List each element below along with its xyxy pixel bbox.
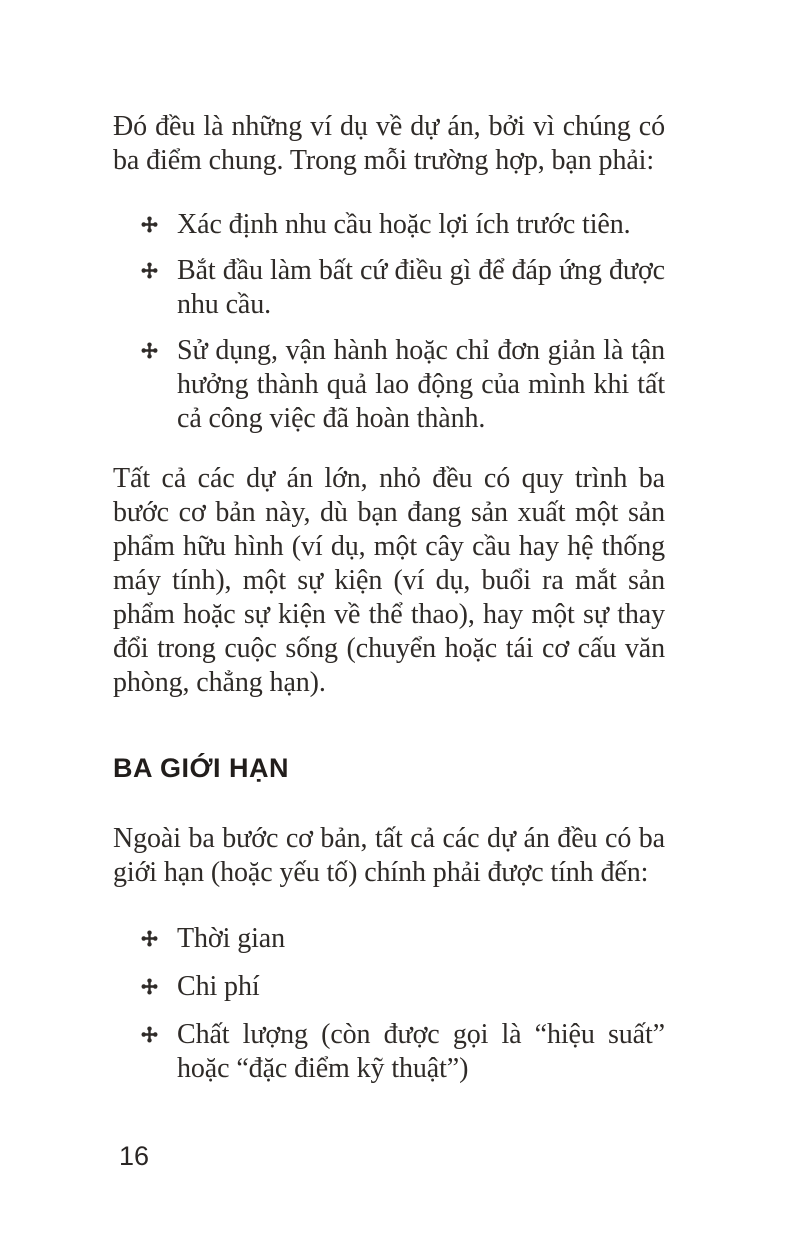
list-item bbox=[113, 208, 665, 242]
section-heading: BA GIỚI HẠN bbox=[113, 753, 290, 783]
intro-paragraph: Đó đều là những ví dụ về dự án, bởi vì chúng có ba điểm chung. Trong mỗi trường hợp, bạn phải: bbox=[113, 111, 665, 176]
cross-bullet-icon bbox=[141, 930, 158, 947]
list-item-text: Sử dụng, vận hành hoặc chỉ đơn giản là tận hưởng thành quả lao động của mình khi tất cả công việc đã hoàn thành. bbox=[177, 335, 665, 434]
cross-bullet-icon bbox=[141, 978, 158, 995]
cross-bullet-icon bbox=[141, 216, 158, 233]
list-item bbox=[113, 970, 665, 1004]
list-item-text: Chất lượng (còn được gọi là “hiệu suất” hoặc “đặc điểm kỹ thuật”) bbox=[177, 1019, 665, 1084]
cross-bullet-icon bbox=[141, 1026, 158, 1043]
process-paragraph: Tất cả các dự án lớn, nhỏ đều có quy trình ba bước cơ bản này, dù bạn đang sản xuất một sản phẩm hữu hình (ví dụ, một cây cầu hay hệ thống máy tính), một sự kiện (ví dụ, buổi ra mắt sản phẩm hoặc sự kiện về thể thao), hay một sự thay đổi trong cuộc sống (chuyển hoặc tái cơ cấu văn phòng, chẳng hạn). bbox=[113, 463, 665, 698]
list-item-text: Thời gian bbox=[177, 923, 285, 954]
list-item bbox=[113, 1018, 665, 1086]
list-item-text: Chi phí bbox=[177, 971, 260, 1002]
page-number: 16 bbox=[119, 1141, 150, 1171]
project-steps-list bbox=[113, 208, 665, 436]
page-content bbox=[113, 110, 665, 1112]
constraints-list bbox=[113, 922, 665, 1086]
list-item bbox=[113, 334, 665, 436]
list-item bbox=[113, 922, 665, 956]
list-item-text: Bắt đầu làm bất cứ điều gì để đáp ứng được nhu cầu. bbox=[177, 255, 665, 320]
list-item-text: Xác định nhu cầu hoặc lợi ích trước tiên. bbox=[177, 209, 631, 240]
constraints-intro-paragraph: Ngoài ba bước cơ bản, tất cả các dự án đều có ba giới hạn (hoặc yếu tố) chính phải được tính đến: bbox=[113, 823, 665, 888]
cross-bullet-icon bbox=[141, 262, 158, 279]
cross-bullet-icon bbox=[141, 342, 158, 359]
list-item bbox=[113, 254, 665, 322]
